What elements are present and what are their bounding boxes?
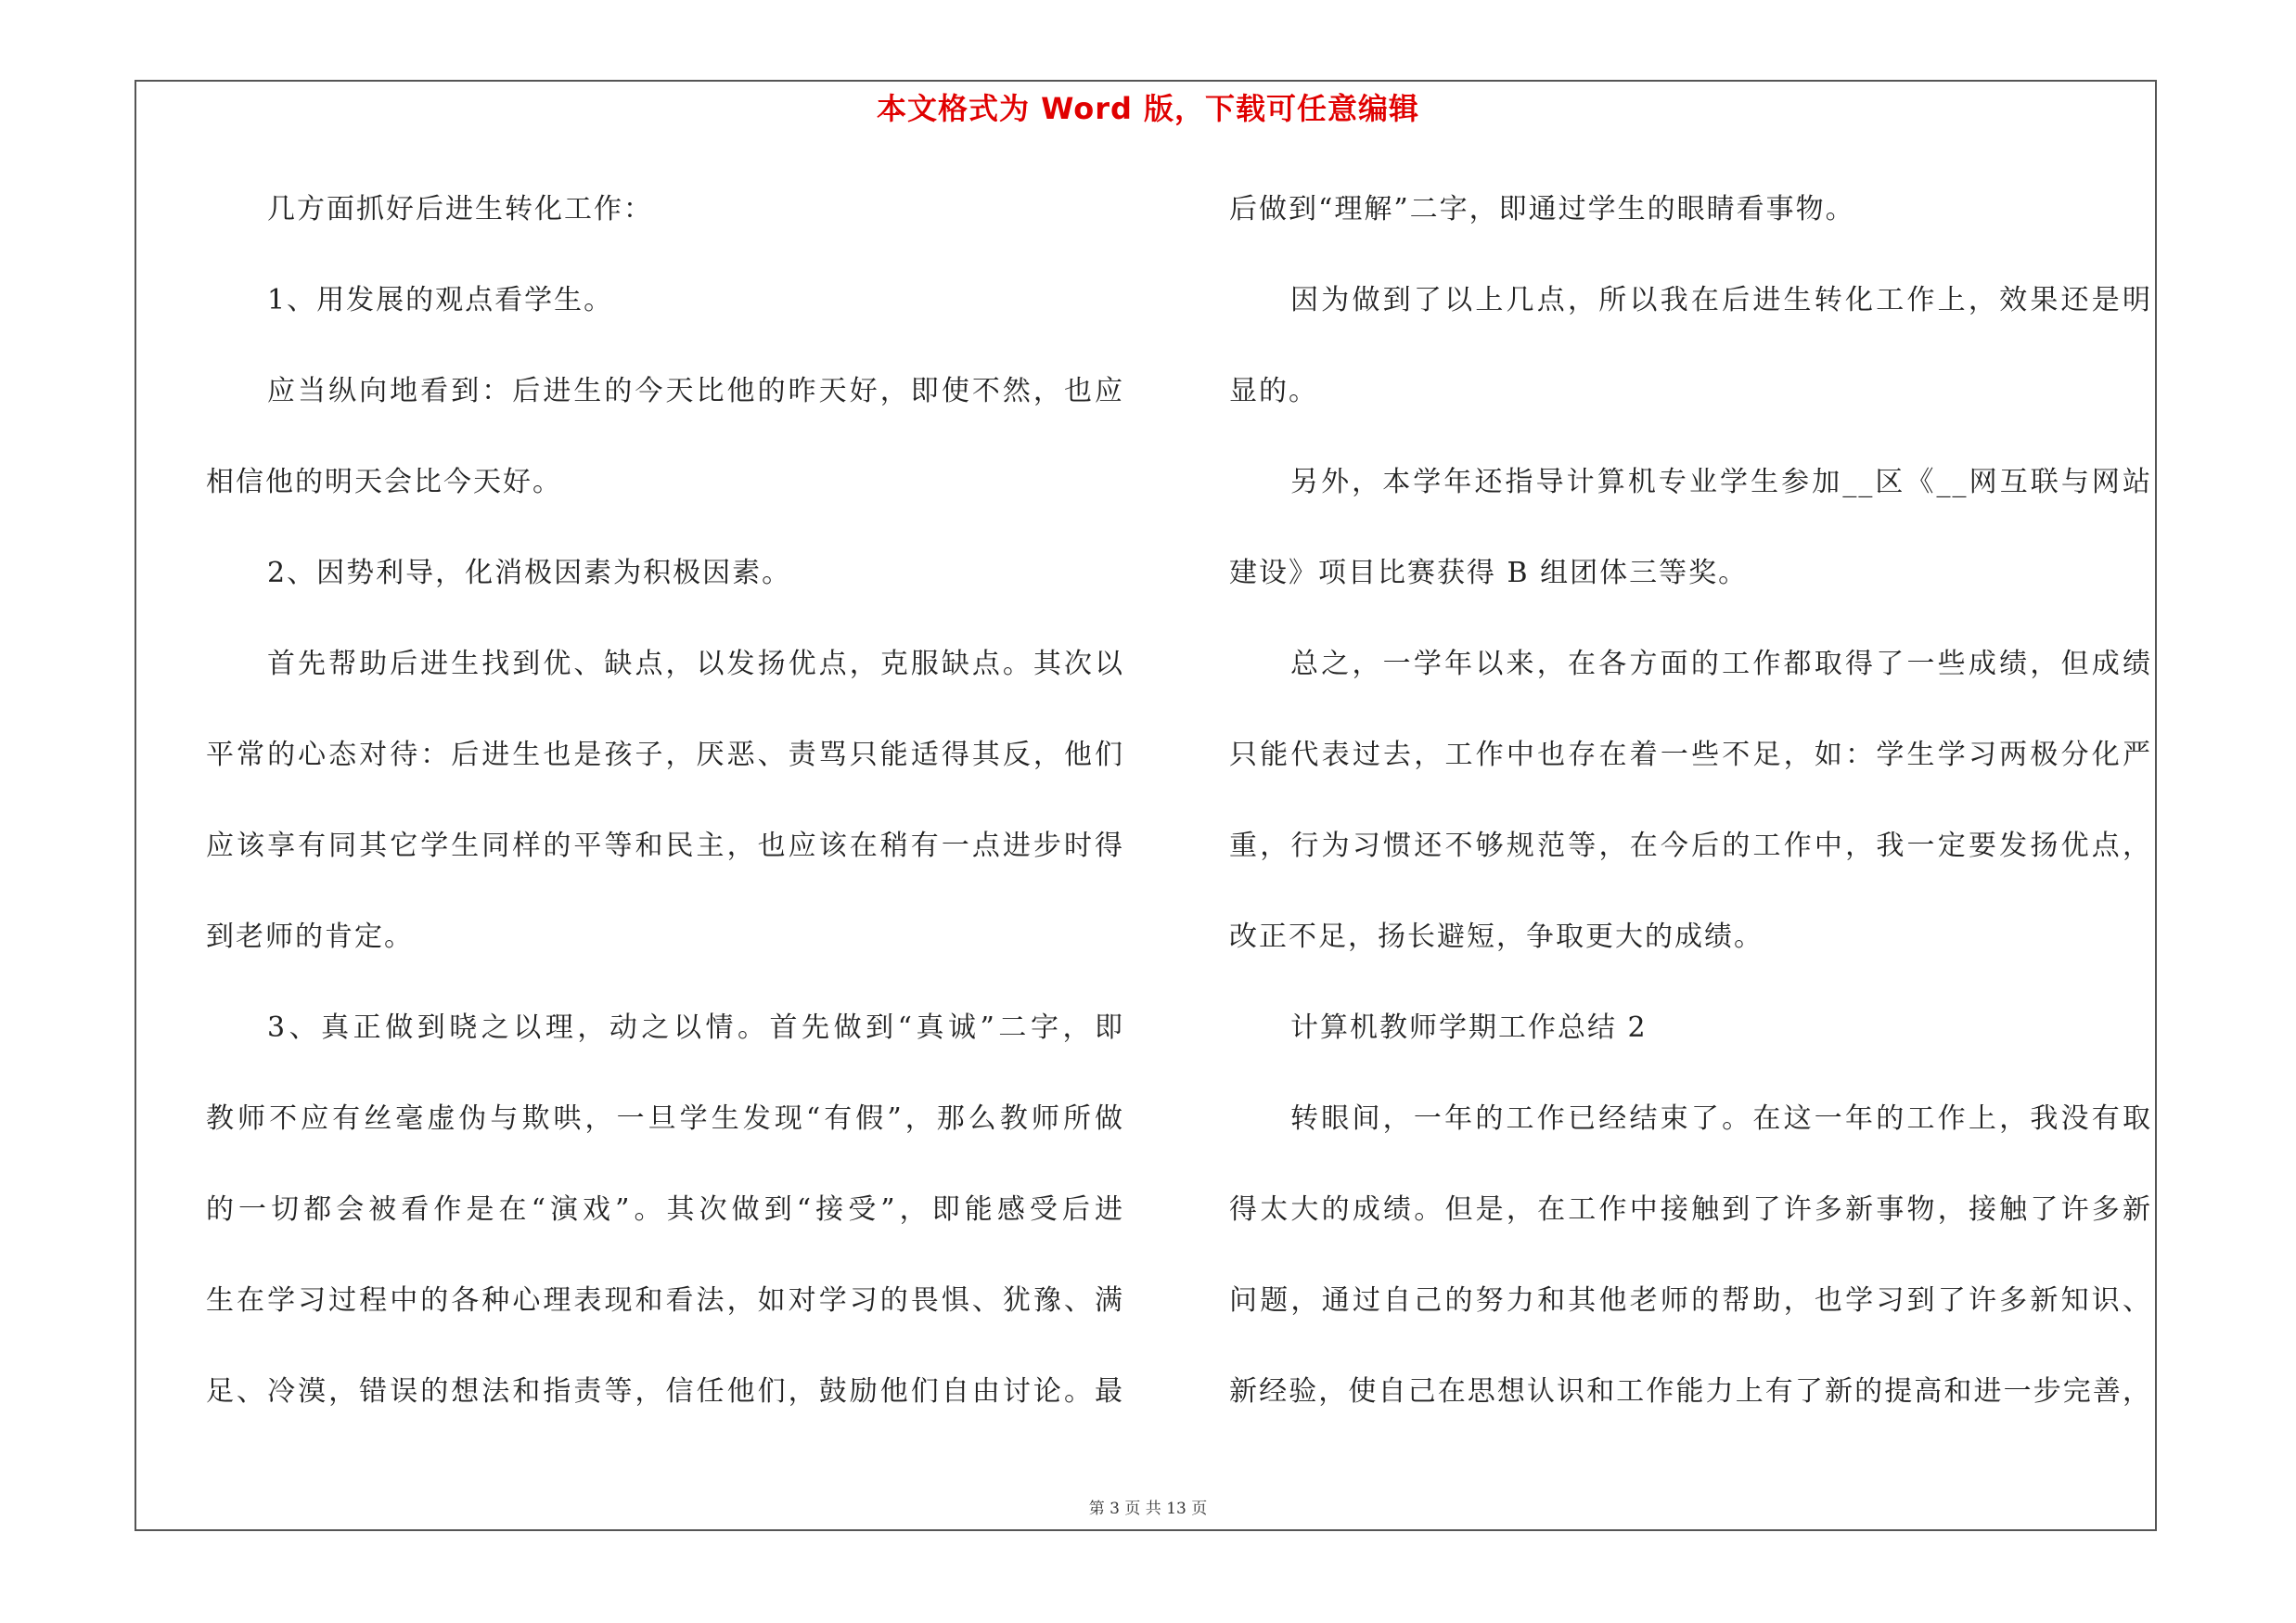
paragraph-line: 总之，一学年以来，在各方面的工作都取得了一些成绩，但成绩 bbox=[1290, 648, 2152, 680]
paragraph-line: 改正不足，扬长避短，争取更大的成绩。 bbox=[1229, 921, 1764, 953]
paragraph-line: 平常的心态对待：后进生也是孩子，厌恶、责骂只能适得其反，他们 bbox=[206, 739, 1124, 771]
paragraph-line: 显的。 bbox=[1229, 375, 1318, 407]
paragraph-line: 几方面抓好后进生转化工作： bbox=[267, 193, 653, 225]
paragraph-line: 建设》项目比赛获得 B 组团体三等奖。 bbox=[1229, 557, 1749, 589]
paragraph-line: 重，行为习惯还不够规范等，在今后的工作中，我一定要发扬优点， bbox=[1229, 830, 2152, 862]
format-banner: 本文格式为 Word 版，下载可任意编辑 bbox=[876, 91, 1420, 126]
paragraph-line: 新经验，使自己在思想认识和工作能力上有了新的提高和进一步完善， bbox=[1229, 1375, 2152, 1408]
paragraph-line: 的一切都会被看作是在“演戏”。其次做到“接受”，即能感受后进 bbox=[206, 1193, 1124, 1226]
paragraph-line: 首先帮助后进生找到优、缺点，以发扬优点，克服缺点。其次以 bbox=[267, 648, 1124, 680]
paragraph-line: 后做到“理解”二字，即通过学生的眼睛看事物。 bbox=[1229, 193, 1855, 225]
page-number-footer: 第 3 页 共 13 页 bbox=[1088, 1500, 1208, 1518]
paragraph-line: 足、冷漠，错误的想法和指责等，信任他们，鼓励他们自由讨论。最 bbox=[206, 1375, 1124, 1408]
paragraph-line: 教师不应有丝毫虚伪与欺哄，一旦学生发现“有假”，那么教师所做 bbox=[206, 1102, 1124, 1135]
paragraph-line: 应当纵向地看到：后进生的今天比他的昨天好，即使不然，也应 bbox=[267, 375, 1124, 407]
paragraph-line: 相信他的明天会比今天好。 bbox=[206, 466, 562, 498]
paragraph-line: 只能代表过去，工作中也存在着一些不足，如：学生学习两极分化严 bbox=[1229, 739, 2152, 771]
paragraph-line: 2、因势利导，化消极因素为积极因素。 bbox=[267, 557, 792, 589]
paragraph-line: 生在学习过程中的各种心理表现和看法，如对学习的畏惧、犹豫、满 bbox=[206, 1284, 1124, 1317]
right-column bbox=[1229, 184, 2152, 1457]
left-column bbox=[206, 184, 1124, 1457]
paragraph-line: 3、真正做到晓之以理，动之以情。首先做到“真诚”二字，即 bbox=[267, 1011, 1124, 1044]
paragraph-line: 到老师的肯定。 bbox=[206, 921, 414, 953]
paragraph-line: 1、用发展的观点看学生。 bbox=[267, 284, 614, 316]
section-heading: 计算机教师学期工作总结 2 bbox=[1290, 1011, 1648, 1044]
paragraph-line: 另外，本学年还指导计算机专业学生参加__区《__网互联与网站 bbox=[1290, 466, 2152, 498]
paragraph-line: 应该享有同其它学生同样的平等和民主，也应该在稍有一点进步时得 bbox=[206, 830, 1124, 862]
paragraph-line: 得太大的成绩。但是，在工作中接触到了许多新事物，接触了许多新 bbox=[1229, 1193, 2152, 1226]
paragraph-line: 转眼间，一年的工作已经结束了。在这一年的工作上，我没有取 bbox=[1290, 1102, 2152, 1135]
paragraph-line: 问题，通过自己的努力和其他老师的帮助，也学习到了许多新知识、 bbox=[1229, 1284, 2152, 1317]
paragraph-line: 因为做到了以上几点，所以我在后进生转化工作上，效果还是明 bbox=[1290, 284, 2152, 316]
